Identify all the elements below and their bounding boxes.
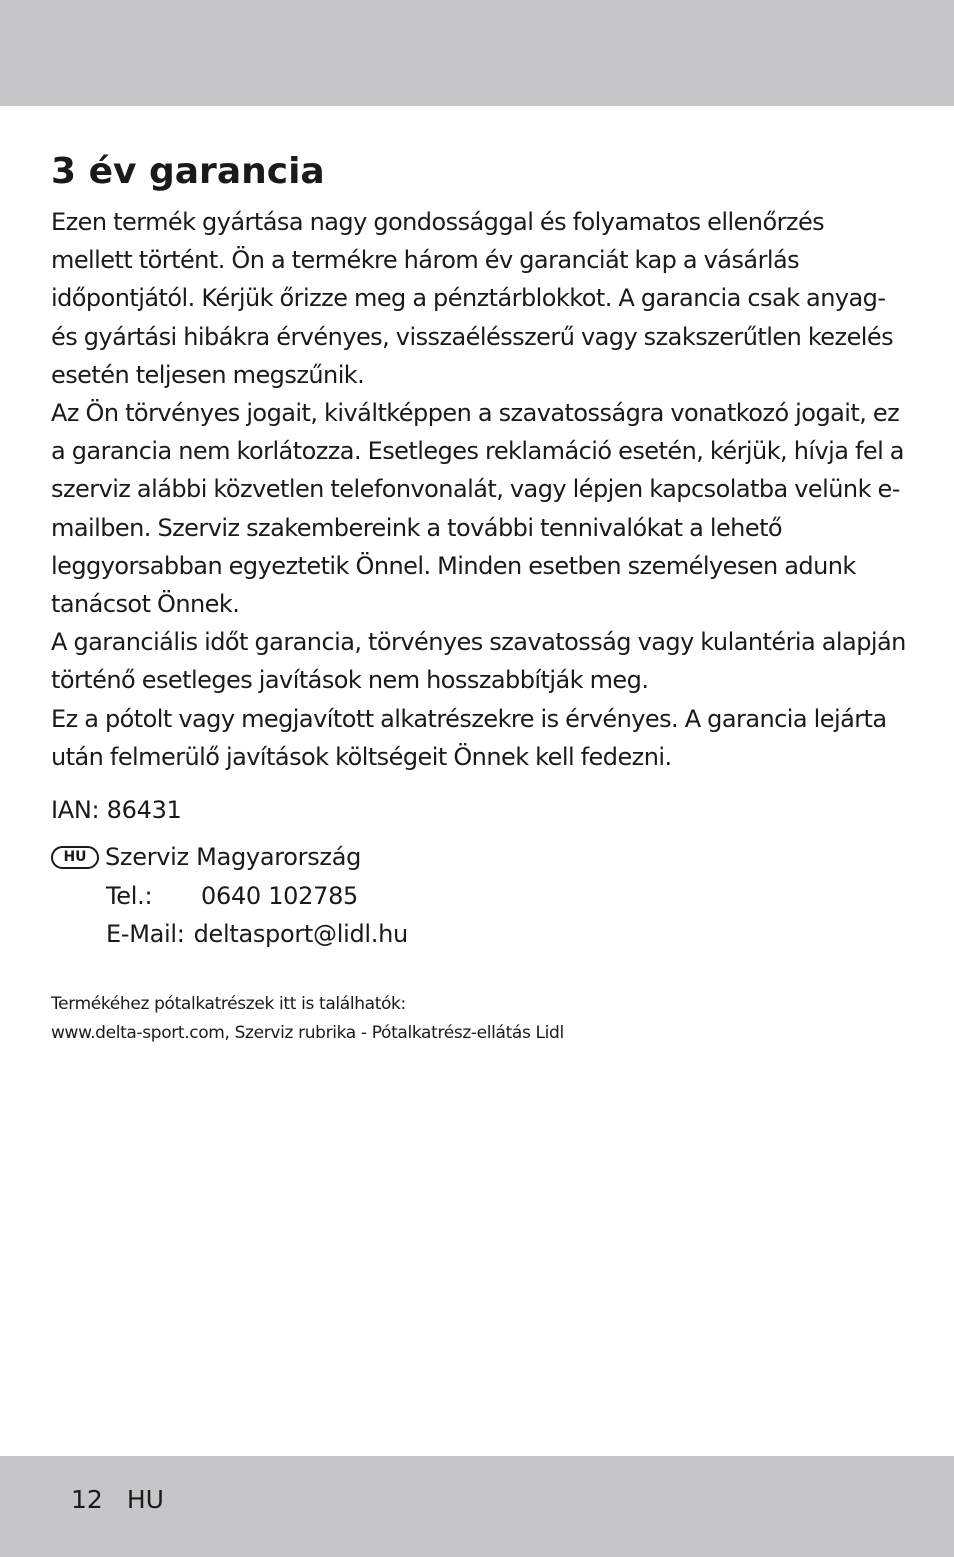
ian-number: IAN: 86431	[51, 796, 182, 825]
email-link[interactable]: deltasport@lidl.hu	[193, 920, 408, 949]
spare-parts-note-line2: www.delta-sport.com, Szerviz rubrika - Pótalkatrész-ellátás Lidl	[51, 1022, 564, 1043]
service-tel-row	[51, 877, 911, 916]
page-footer	[71, 1480, 164, 1520]
email-label: E-Mail:	[106, 920, 185, 949]
page-number: 12	[71, 1485, 103, 1514]
service-email-row	[51, 915, 911, 954]
service-contact	[51, 838, 911, 954]
paragraph-warranty-period: A garanciális időt garancia, törvényes szavatosság vagy kulantéria alapján történő esetleges javítások nem hosszabbítják meg.	[51, 628, 906, 695]
paragraph-legal-rights: Az Ön törvényes jogait, kiváltképpen a szavatosságra vonatkozó jogait, ez a garancia nem korlátozza. Esetleges reklamáció esetén, kérjük, hívja fel a szerviz alábbi közvetlen telefonvonalát, vagy lépjen kapcsolatba velünk e-mailben. Szerviz szakembereink a további tennivalókat a lehető leggyorsabban egyeztetik Önnel. Minden esetben személyesen adunk tanácsot Önnek.	[51, 399, 904, 619]
top-header-band	[0, 0, 954, 106]
tel-label: Tel.:	[106, 881, 153, 910]
spare-parts-note	[51, 990, 911, 1048]
spare-parts-note-line1: Termékéhez pótalkatrészek itt is találhatók:	[51, 993, 406, 1014]
country-badge-icon: HU	[51, 846, 99, 869]
document-content	[51, 148, 911, 1048]
language-code: HU	[126, 1485, 164, 1514]
page-title: 3 év garancia	[51, 151, 325, 192]
warranty-body	[51, 203, 911, 776]
paragraph-warranty-intro: Ezen termék gyártása nagy gondossággal és folyamatos ellenőrzés mellett történt. Ön a termékre három év garanciát kap a vásárlás időpontjától. Kérjük őrizze meg a pénztárblokkot. A garancia csak anyag- és gyártási hibákra érvényes, visszaélésszerű vagy szakszerűtlen kezelés esetén teljesen megszűnik.	[51, 208, 894, 389]
service-name-row	[51, 838, 911, 877]
paragraph-repair-costs: Ez a pótolt vagy megjavított alkatrészekre is érvényes. A garancia lejárta után felmerülő javítások költségeit Önnek kell fedezni.	[51, 704, 887, 771]
tel-value: 0640 102785	[201, 881, 359, 910]
service-name: Szerviz Magyarország	[105, 843, 362, 872]
